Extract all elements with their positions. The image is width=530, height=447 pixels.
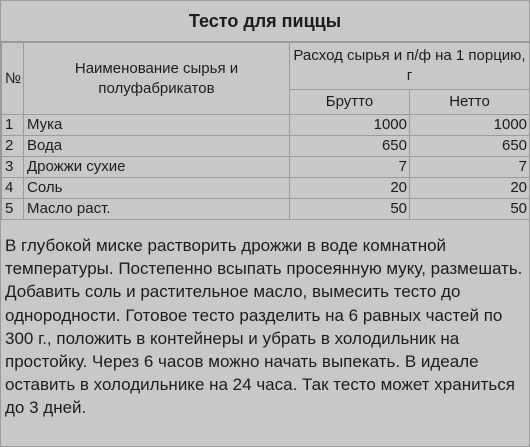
row-number: 4 xyxy=(2,178,24,199)
header-number: № xyxy=(2,43,24,115)
row-net: 650 xyxy=(410,136,530,157)
row-net: 50 xyxy=(410,199,530,220)
table-row xyxy=(2,178,530,199)
row-gross: 50 xyxy=(290,199,410,220)
row-ingredient: Дрожжи сухие xyxy=(24,157,290,178)
row-gross: 7 xyxy=(290,157,410,178)
table-row xyxy=(2,136,530,157)
recipe-title: Тесто для пиццы xyxy=(1,1,529,42)
header-gross: Брутто xyxy=(290,90,410,115)
row-ingredient: Соль xyxy=(24,178,290,199)
row-net: 20 xyxy=(410,178,530,199)
row-number: 2 xyxy=(2,136,24,157)
header-net: Нетто xyxy=(410,90,530,115)
recipe-description: В глубокой миске растворить дрожжи в воде комнатной температуры. Постепенно всыпать просеянную муку, размешать. Добавить соль и растительное масло, вымесить тесто до однородности. Готовое тесто разделить на 6 равных частей по 300 г., положить в контейнеры и убрать в холодильник на простойку. Через 6 часов можно начать выпекать. В идеале оставить в холодильнике на 24 часа. Так тесто может храниться до 3 дней. xyxy=(5,236,523,418)
row-ingredient: Мука xyxy=(24,115,290,136)
row-ingredient: Масло раст. xyxy=(24,199,290,220)
row-gross: 1000 xyxy=(290,115,410,136)
table-row xyxy=(2,115,530,136)
table-row xyxy=(2,199,530,220)
ingredients-table xyxy=(1,42,530,220)
table-row xyxy=(2,157,530,178)
row-gross: 650 xyxy=(290,136,410,157)
header-consumption: Расход сырья и п/ф на 1 порцию, г xyxy=(290,43,530,90)
row-ingredient: Вода xyxy=(24,136,290,157)
row-net: 7 xyxy=(410,157,530,178)
row-gross: 20 xyxy=(290,178,410,199)
row-number: 5 xyxy=(2,199,24,220)
row-net: 1000 xyxy=(410,115,530,136)
row-number: 1 xyxy=(2,115,24,136)
table-header-row xyxy=(2,43,530,90)
row-number: 3 xyxy=(2,157,24,178)
header-name: Наименование сырья и полуфабрикатов xyxy=(24,43,290,115)
